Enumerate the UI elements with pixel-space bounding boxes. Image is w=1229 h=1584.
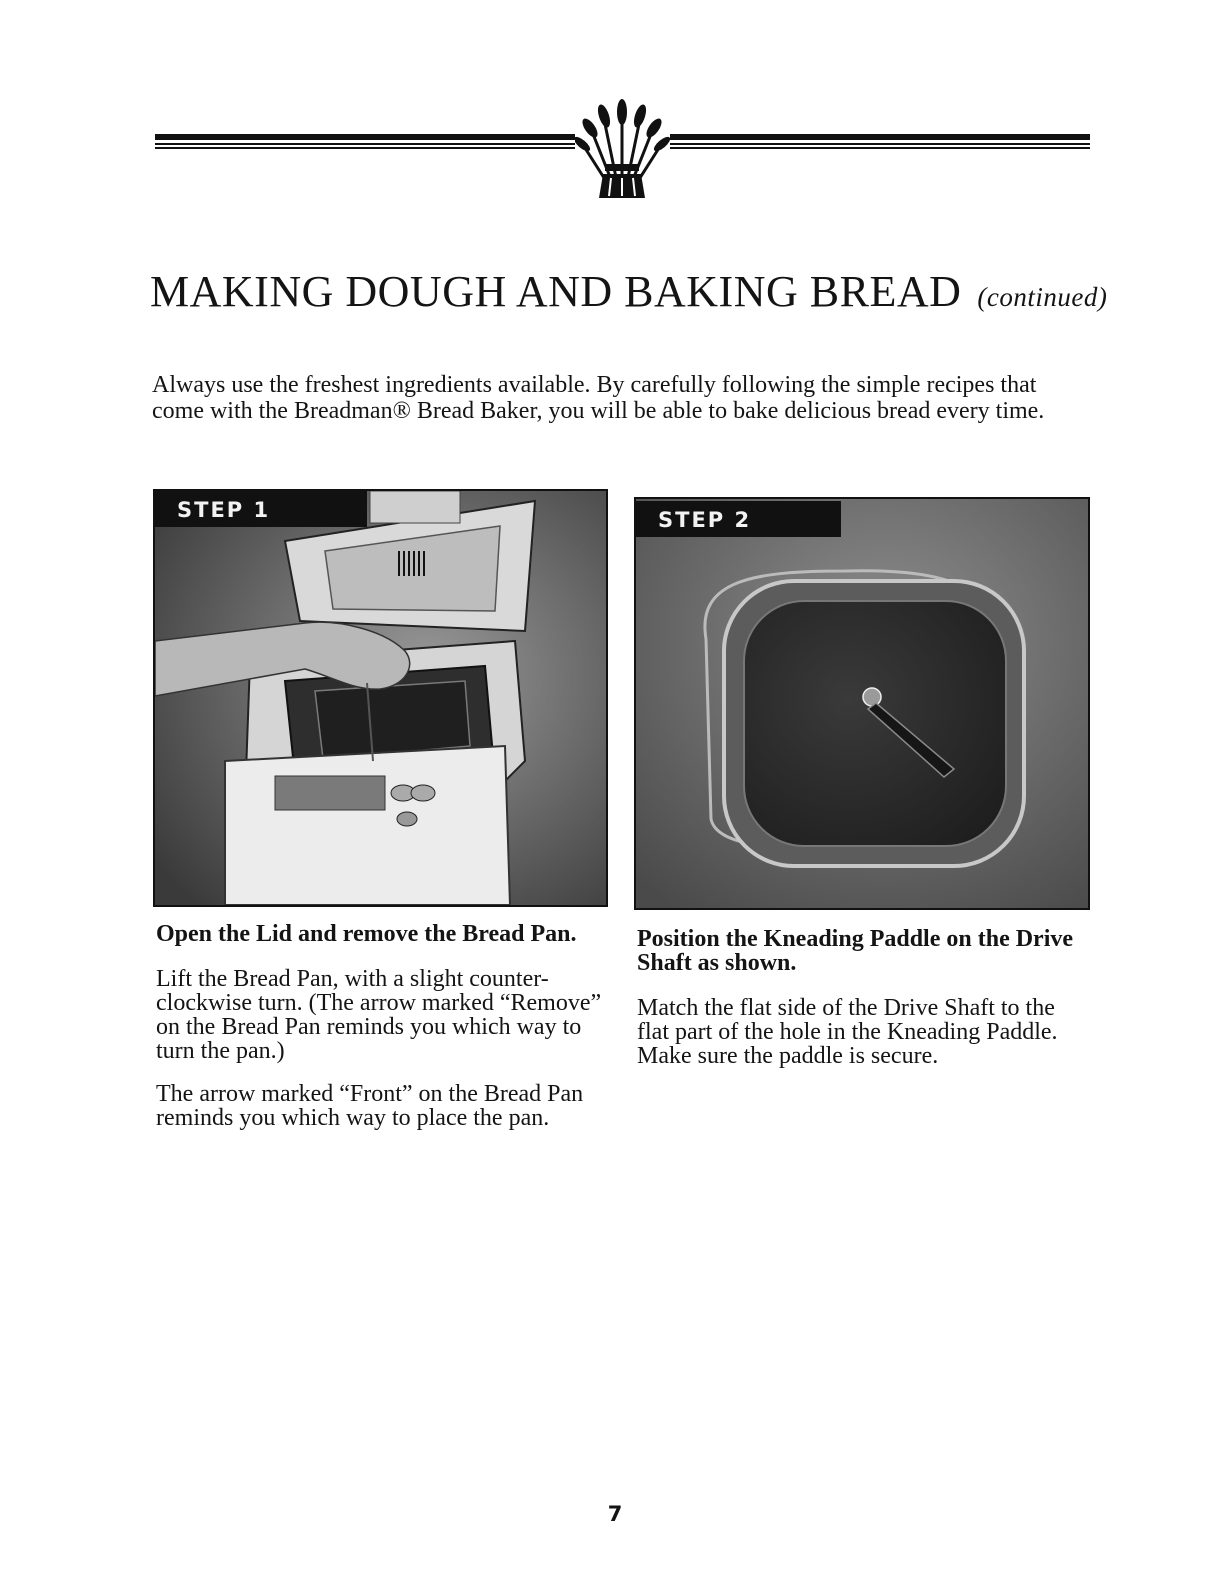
page-number: 7 bbox=[607, 1502, 623, 1526]
step-2-photo bbox=[634, 497, 1090, 910]
step-1-paragraph-1: Lift the Bread Pan, with a slight counter-clockwise turn. (The arrow marked “Remove” on the Bread Pan reminds you which way to turn the pan.) bbox=[156, 966, 602, 1064]
step-1-paragraph-2: The arrow marked “Front” on the Bread Pan reminds you which way to place the pan. bbox=[156, 1081, 584, 1131]
step-1-heading: Open the Lid and remove the Bread Pan. bbox=[156, 921, 577, 947]
page-title bbox=[150, 266, 1107, 317]
title-continued: (continued) bbox=[977, 282, 1108, 312]
title-main: MAKING DOUGH AND BAKING BREAD bbox=[150, 267, 962, 316]
step-2-heading: Position the Kneading Paddle on the Drive Shaft as shown. bbox=[637, 926, 1074, 976]
intro-paragraph: Always use the freshest ingredients available. By carefully following the simple recipes that come with the Breadman® Bread Baker, you will be able to bake delicious bread every time. bbox=[152, 372, 1045, 424]
step-1-photo bbox=[153, 489, 608, 907]
step-2-label: STEP 2 bbox=[636, 501, 841, 537]
step-2-paragraph-1: Match the flat side of the Drive Shaft to the flat part of the hole in the Kneading Paddle. Make sure the paddle is secure. bbox=[637, 995, 1058, 1069]
step-1-text bbox=[156, 922, 606, 1149]
wheat-sheaf-icon bbox=[575, 92, 670, 200]
step-1-label: STEP 1 bbox=[155, 491, 367, 527]
step-2-text bbox=[637, 927, 1077, 1087]
